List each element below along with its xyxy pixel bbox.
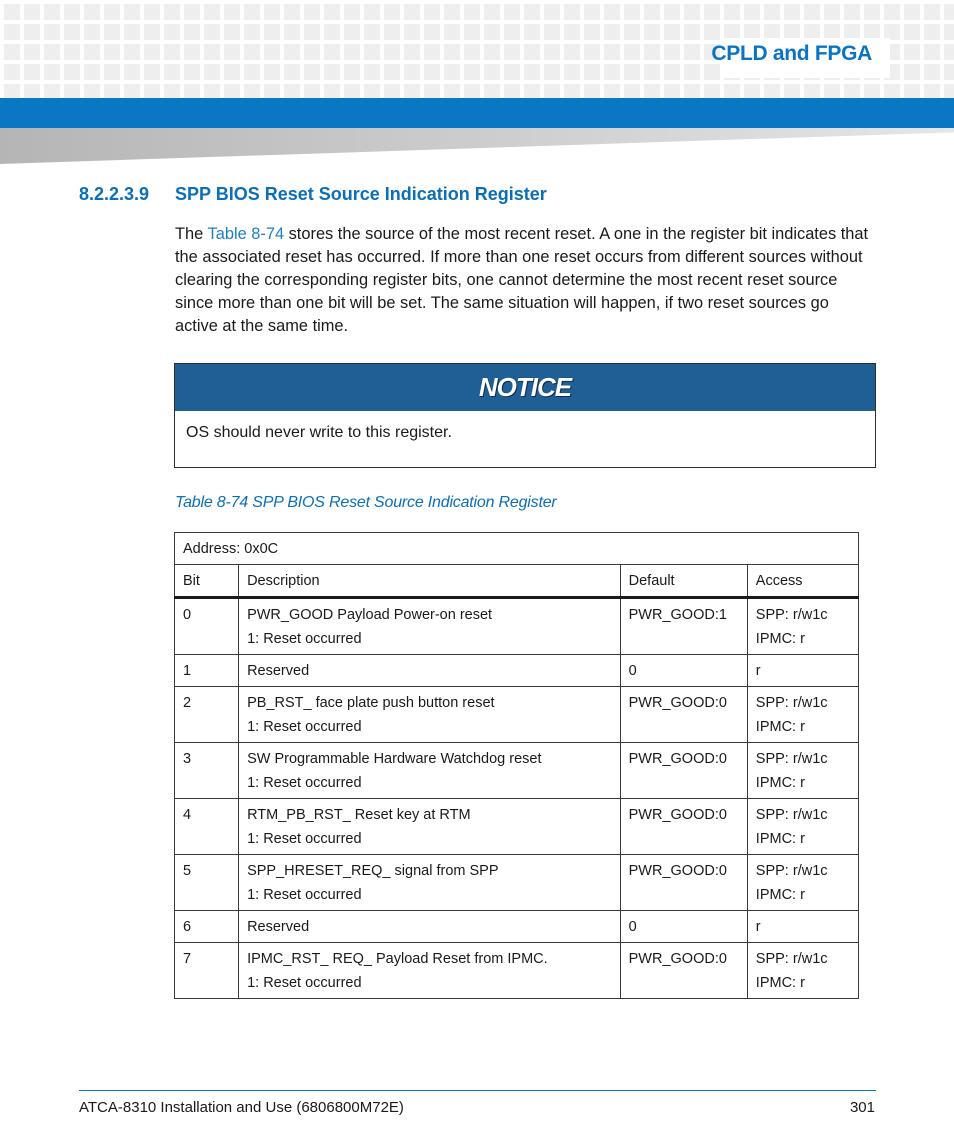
description-line: Reserved <box>247 919 310 935</box>
body-paragraph <box>175 223 875 338</box>
notice-box <box>174 363 876 468</box>
table-row <box>175 598 859 655</box>
description-line: 1: Reset occurred <box>247 719 362 735</box>
section-number: 8.2.2.3.9 <box>79 184 150 204</box>
description-line: PB_RST_ face plate push button reset <box>247 695 495 711</box>
description-line: IPMC_RST_ REQ_ Payload Reset from IPMC. <box>247 951 548 967</box>
access-line: SPP: r/w1c <box>755 951 828 967</box>
access-line: IPMC: r <box>755 719 805 735</box>
header-grey-wedge <box>0 128 954 164</box>
access-cell <box>747 687 858 743</box>
description-line: 1: Reset occurred <box>247 775 362 791</box>
access-line: SPP: r/w1c <box>755 863 828 879</box>
bit-cell: 2 <box>175 687 239 743</box>
access-cell <box>747 799 858 855</box>
access-cell <box>747 598 858 655</box>
access-cell <box>747 911 858 943</box>
column-header-bit: Bit <box>175 565 239 598</box>
table-row <box>175 743 859 799</box>
footer-rule <box>79 1090 876 1091</box>
description-cell <box>239 687 621 743</box>
bit-cell: 7 <box>175 943 239 999</box>
access-line: SPP: r/w1c <box>755 695 828 711</box>
default-cell: PWR_GOOD:0 <box>620 687 747 743</box>
notice-header <box>175 364 875 411</box>
chapter-title: CPLD and FPGA <box>711 42 872 65</box>
section-title: SPP BIOS Reset Source Indication Register <box>175 184 547 204</box>
default-cell: PWR_GOOD:0 <box>620 799 747 855</box>
table-row <box>175 943 859 999</box>
bit-cell: 0 <box>175 598 239 655</box>
default-cell: PWR_GOOD:0 <box>620 855 747 911</box>
page-number: 301 <box>849 1099 875 1116</box>
table-row <box>175 799 859 855</box>
bit-cell: 3 <box>175 743 239 799</box>
column-header-description: Description <box>239 565 621 598</box>
description-line: RTM_PB_RST_ Reset key at RTM <box>247 807 471 823</box>
header-blue-band <box>0 98 954 128</box>
access-line: IPMC: r <box>755 975 805 991</box>
access-line: r <box>755 919 761 935</box>
description-line: 1: Reset occurred <box>247 975 362 991</box>
footer-document-title: ATCA-8310 Installation and Use (6806800M72E) <box>79 1099 404 1116</box>
description-cell <box>239 855 621 911</box>
bit-cell: 6 <box>175 911 239 943</box>
address-row <box>175 533 859 565</box>
register-table <box>174 532 859 999</box>
access-cell <box>747 855 858 911</box>
description-line: 1: Reset occurred <box>247 887 362 903</box>
table-row <box>175 687 859 743</box>
access-line: r <box>755 663 761 679</box>
paragraph-prefix: The <box>175 225 208 243</box>
access-line: IPMC: r <box>755 631 805 647</box>
description-cell <box>239 655 621 687</box>
description-cell <box>239 743 621 799</box>
table-row <box>175 855 859 911</box>
access-line: IPMC: r <box>755 775 805 791</box>
paragraph-text: stores the source of the most recent reset. A one in the register bit indicates that the associated reset has occurred. If more than one reset occurs from different sources without clearing the corresponding register bits, one cannot determine the most recent reset source since more than one bit will be set. The same situation will happen, if two reset sources go active at the same time. <box>175 225 869 335</box>
access-line: SPP: r/w1c <box>755 751 828 767</box>
description-line: PWR_GOOD Payload Power-on reset <box>247 607 493 623</box>
default-cell: PWR_GOOD:0 <box>620 743 747 799</box>
column-header-access: Access <box>747 565 858 598</box>
description-cell <box>239 911 621 943</box>
description-line: 1: Reset occurred <box>247 831 362 847</box>
default-cell: PWR_GOOD:1 <box>620 598 747 655</box>
column-header-default: Default <box>620 565 747 598</box>
description-cell <box>239 943 621 999</box>
description-line: 1: Reset occurred <box>247 631 362 647</box>
description-cell <box>239 598 621 655</box>
table-caption: Table 8-74 SPP BIOS Reset Source Indication Register <box>175 494 557 511</box>
address-cell: Address: 0x0C <box>175 533 859 565</box>
access-line: IPMC: r <box>755 831 805 847</box>
bit-cell: 4 <box>175 799 239 855</box>
header-row <box>175 565 859 598</box>
access-line: IPMC: r <box>755 887 805 903</box>
description-line: SPP_HRESET_REQ_ signal from SPP <box>247 863 499 879</box>
description-line: SW Programmable Hardware Watchdog reset <box>247 751 542 767</box>
description-line: Reserved <box>247 663 310 679</box>
access-cell <box>747 655 858 687</box>
section-heading <box>79 184 547 205</box>
access-line: SPP: r/w1c <box>755 807 828 823</box>
table-reference-link[interactable]: Table 8-74 <box>207 225 285 243</box>
table-row <box>175 911 859 943</box>
description-cell <box>239 799 621 855</box>
notice-text: OS should never write to this register. <box>186 424 452 441</box>
bit-cell: 5 <box>175 855 239 911</box>
default-cell: 0 <box>620 911 747 943</box>
access-cell <box>747 943 858 999</box>
default-cell: PWR_GOOD:0 <box>620 943 747 999</box>
default-cell: 0 <box>620 655 747 687</box>
access-cell <box>747 743 858 799</box>
bit-cell: 1 <box>175 655 239 687</box>
access-line: SPP: r/w1c <box>755 607 828 623</box>
table-row <box>175 655 859 687</box>
notice-heading: NOTICE <box>478 372 572 402</box>
